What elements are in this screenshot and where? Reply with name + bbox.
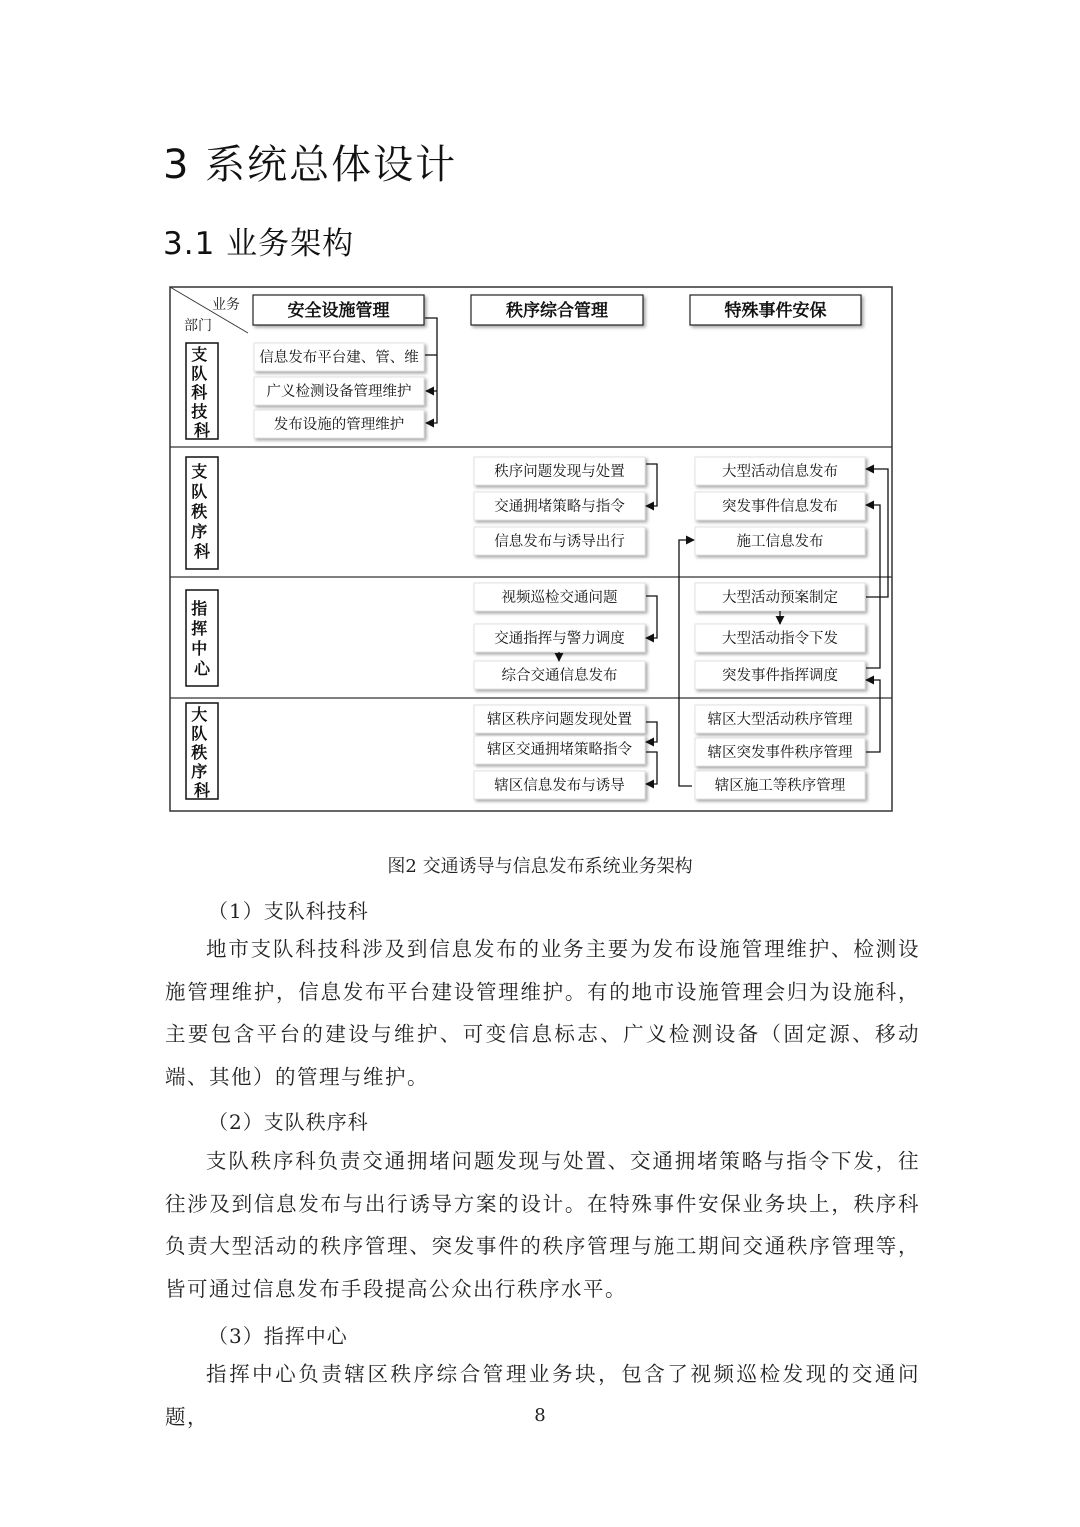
task-box (474, 705, 645, 733)
task-box (695, 738, 865, 766)
dept-char: 序 (191, 522, 208, 541)
department-label (186, 590, 218, 686)
task-box (695, 583, 865, 611)
svg-text:指 挥 中 (190, 599, 213, 678)
dept-char: 队 (191, 724, 208, 743)
task-box (254, 410, 424, 438)
header-label: 特殊事件安保 (724, 301, 827, 321)
dept-char: 心 (193, 659, 211, 678)
task-label: 大型活动指令下发 (722, 631, 838, 647)
dept-char: 科 (193, 542, 211, 561)
task-label: 广义检测设备管理维护 (266, 384, 412, 400)
task-box (695, 624, 865, 652)
task-label: 交通指挥与警力调度 (494, 631, 625, 647)
svg-text:支 队 秩 (190, 462, 213, 561)
task-label: 辖区信息发布与诱导 (494, 778, 625, 794)
paragraph: 指挥中心负责辖区秩序综合管理业务块，包含了视频巡检发现的交通问题， (165, 1362, 920, 1429)
task-label: 综合交通信息发布 (501, 668, 618, 684)
dept-char: 指 (191, 599, 208, 618)
corner-label-department: 部门 (184, 318, 212, 334)
task-label: 辖区突发事件秩序管理 (707, 745, 853, 761)
task-box (254, 343, 424, 371)
dept-char: 支 (191, 345, 208, 364)
header-label: 安全设施管理 (287, 301, 390, 321)
subsection-title: （1）支队科技科 (208, 899, 369, 923)
task-label: 突发事件指挥调度 (722, 668, 838, 684)
task-box (695, 492, 865, 520)
task-box (695, 661, 865, 689)
task-label: 发布设施的管理维护 (273, 417, 405, 433)
dept-char: 大 (191, 705, 208, 724)
department-label (186, 703, 218, 800)
dept-char: 支 (191, 462, 208, 481)
task-label: 信息发布平台建、管、维 (259, 350, 419, 366)
task-box (695, 705, 865, 733)
task-box (474, 457, 645, 485)
chapter-heading: 3 系统总体设计 (163, 142, 458, 188)
paragraph: 地市支队科技科涉及到信息发布的业务主要为发布设施管理维护、检测设施管理维护，信息发布平台建设管理维护。有的地市设施管理会归为设施科，主要包含平台的建设与维护、可变信息标志、广义检测设备（固定源、移动端、其他）的管理与维护。 (165, 937, 920, 1089)
dept-char: 队 (191, 364, 208, 383)
task-box (254, 377, 424, 405)
task-label: 辖区秩序问题发现处置 (487, 712, 632, 728)
task-label: 视频巡检交通问题 (501, 590, 618, 606)
subsection-title: （2）支队秩序科 (208, 1110, 369, 1134)
dept-char: 中 (191, 639, 208, 658)
header-label: 秩序综合管理 (506, 301, 608, 321)
subsection-title: （3）指挥中心 (208, 1324, 348, 1348)
task-box (474, 661, 645, 689)
task-box (474, 736, 645, 764)
task-label: 施工信息发布 (736, 534, 824, 550)
dept-char: 秩 (191, 743, 208, 762)
task-box (695, 527, 865, 555)
task-label: 秩序问题发现与处置 (494, 464, 625, 480)
figure-caption: 图2 交通诱导与信息发布系统业务架构 (387, 856, 693, 877)
dept-char: 科 (193, 421, 211, 440)
task-box (695, 457, 865, 485)
task-label: 大型活动预案制定 (722, 590, 838, 606)
task-label: 辖区施工等秩序管理 (714, 778, 846, 794)
task-label: 辖区交通拥堵策略指令 (487, 742, 632, 758)
task-box (474, 583, 645, 611)
task-box (474, 624, 645, 652)
column-header (690, 295, 861, 325)
task-label: 交通拥堵策略与指令 (494, 499, 625, 515)
corner-label-business: 业务 (212, 297, 240, 313)
department-label (186, 343, 218, 440)
section-heading: 3.1 业务架构 (163, 226, 355, 262)
dept-char: 秩 (191, 502, 208, 521)
column-header (471, 295, 643, 325)
task-label: 大型活动信息发布 (722, 464, 838, 480)
task-label: 辖区大型活动秩序管理 (707, 712, 853, 728)
dept-char: 技 (191, 402, 208, 421)
paragraph: 支队秩序科负责交通拥堵问题发现与处置、交通拥堵策略与指令下发，往往涉及到信息发布与出行诱导方案的设计。在特殊事件安保业务块上，秩序科负责大型活动的秩序管理、突发事件的秩序管理与施工期间交通秩序管理等，皆可通过信息发布手段提高公众出行秩序水平。 (165, 1149, 920, 1301)
dept-char: 挥 (191, 619, 208, 638)
dept-char: 队 (191, 482, 208, 501)
page-number: 8 (534, 1405, 546, 1426)
department-label (186, 457, 218, 569)
dept-char: 序 (191, 762, 208, 781)
task-box (474, 527, 645, 555)
column-header (253, 295, 424, 325)
task-box (474, 771, 645, 799)
dept-char: 科 (191, 383, 208, 402)
svg-text:支 队 科 (190, 345, 213, 440)
task-label: 突发事件信息发布 (722, 499, 838, 515)
svg-text:大 队 秩 (190, 705, 213, 800)
task-box (695, 771, 865, 799)
task-label: 信息发布与诱导出行 (494, 534, 625, 550)
dept-char: 科 (193, 781, 211, 800)
task-box (474, 492, 645, 520)
